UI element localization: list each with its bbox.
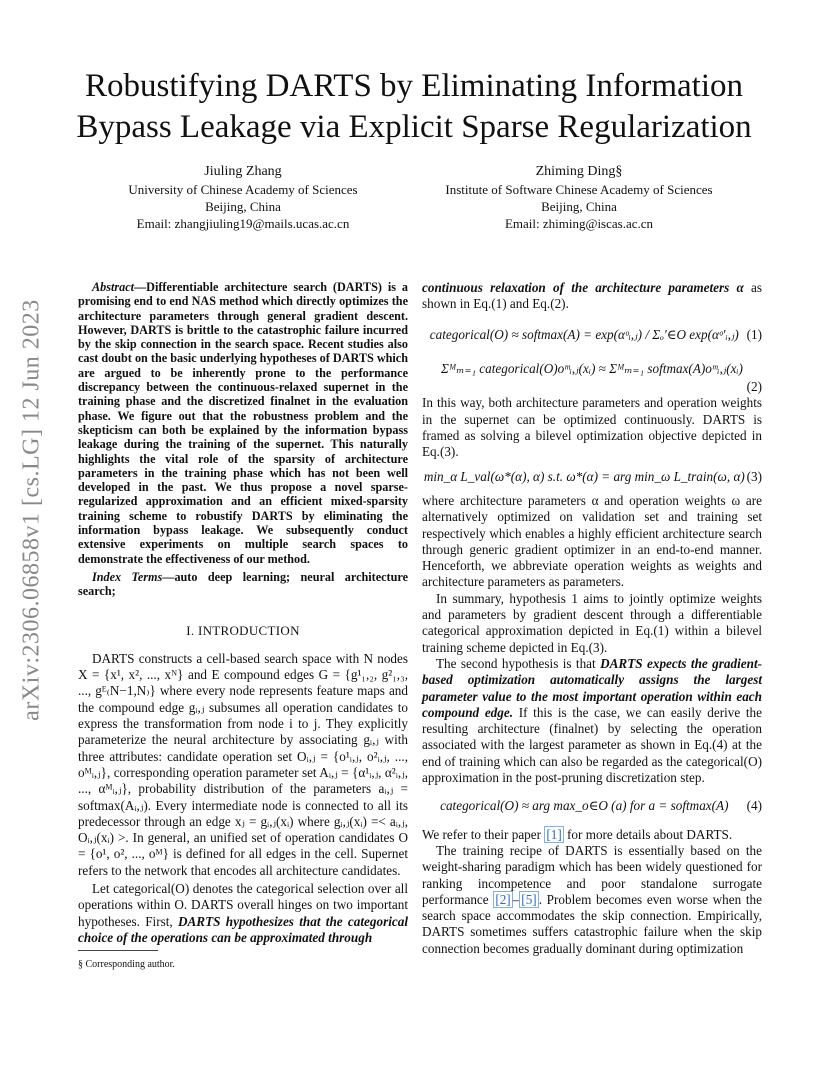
- right-paragraph-5: [422, 827, 762, 843]
- equation-4-body: categorical(O) ≈ arg max_o∈O (a) for a = softmax(A): [440, 798, 729, 814]
- author-email: Email: zhangjiuling19@mails.ucas.ac.cn: [136, 216, 350, 231]
- right-column: [422, 280, 762, 957]
- author-affiliation: Institute of Software Chinese Academy of Sciences: [445, 182, 713, 197]
- author-affiliation: University of Chinese Academy of Sciences: [128, 182, 358, 197]
- intro-paragraph-2: [78, 881, 408, 946]
- equation-2-body: Σᴹₘ₌₁ categorical(O)oᵐᵢ,ⱼ(xᵢ) ≈ Σᴹₘ₌₁ softmax(A)oᵐᵢ,ⱼ(xᵢ): [441, 360, 743, 376]
- index-terms-label: Index Terms: [92, 569, 163, 584]
- author-name: Zhiming Ding§: [535, 164, 623, 179]
- equation-4-number: (4): [746, 798, 762, 814]
- abstract-label: Abstract: [92, 280, 134, 294]
- abstract: [78, 280, 408, 566]
- hypothesis-1-emphasis: DARTS hypothesizes that the categorical choice of the operations can be approximated through: [78, 913, 408, 945]
- right-paragraph-4-lead: The second hypothesis is that: [436, 655, 601, 671]
- right-paragraph-5-lead: We refer to their paper: [422, 826, 545, 842]
- paper-title: Robustifying DARTS by Eliminating Information Bypass Leakage via Explicit Sparse Regularization: [76, 68, 752, 145]
- author-name: Jiuling Zhang: [204, 164, 282, 179]
- citation-link[interactable]: [5]: [521, 891, 537, 907]
- author-location: Beijing, China: [541, 199, 617, 214]
- citation-link[interactable]: [2]: [495, 891, 511, 907]
- equation-3: [422, 469, 762, 485]
- citation-range-dash: –: [512, 891, 520, 907]
- equation-2: [422, 361, 762, 377]
- hypothesis-2-emphasis: DARTS expects the gradient-based optimization automatically assigns the largest parameter value to the most important operation within each compound edge.: [422, 655, 762, 720]
- author-location: Beijing, China: [205, 199, 281, 214]
- section-title: I. INTRODUCTION: [186, 622, 300, 638]
- right-paragraph-4-rest: If this is the case, we can easily derive the resulting architecture (finalnet) by selecting the operation associated with the largest parameter as shown in Eq.(4) at the end of training which can also be regarded as the categorical(O) approximation in the post-pruning discretization step.: [422, 704, 762, 786]
- author-block-2: [412, 162, 746, 232]
- right-paragraph-2: where architecture parameters α and operation weights ω are alternatively optimized on validation set and training set respectively which enables a highly efficient architecture search through generic gradient optimizer in an end-to-end manner. Henceforth, we abbreviate operation weights as weights and architecture parameters as parameters.: [422, 492, 762, 590]
- intro-paragraph-2-text: Let categorical(O) denotes the categorical selection over all operations within O. DARTS overall hinges on two important hypotheses. First,: [78, 880, 408, 929]
- author-email: Email: zhiming@iscas.ac.cn: [504, 216, 654, 231]
- equation-1-body: categorical(O) ≈ softmax(A) = exp(αᵒᵢ,ⱼ) / Σₒ′∈O exp(αᵒ′ᵢ,ⱼ): [429, 326, 739, 342]
- abstract-text: —Differentiable architecture search (DARTS) is a promising end to end NAS method which directly optimizes the architecture parameters through general gradient descent. However, DARTS is brittle to the catastrophic failure incurred by the skip connection in the search space. Recent studies also cast doubt on the basic underlying hypotheses of DARTS which are argued to be inherently prone to the performance discrepancy between the continuous-relaxed supernet in the training phase and the discretized finalnet in the evaluation phase. We figure out that the robustness problem and the skepticism can both be explained by the information bypass leakage during the training of the supernet. This naturally highlights the vital role of the sparsity of architecture parameters in the training phase which has not been well developed in the past. We thus propose a novel sparse-regularized approximation and an efficient mixed-sparsity training scheme to robustify DARTS by eliminating the information bypass leakage. We subsequently conduct extensive experiments on multiple search spaces to demonstrate the effectiveness of our method.: [78, 280, 408, 566]
- footnote-rule: [78, 950, 158, 951]
- equation-2-number: (2): [746, 379, 762, 395]
- right-paragraph-0: [422, 280, 762, 313]
- right-paragraph-5-rest: for more details about DARTS.: [563, 826, 733, 842]
- right-paragraph-6: [422, 843, 762, 957]
- equation-4: [422, 798, 762, 814]
- index-terms: [78, 570, 408, 599]
- arxiv-side-label: arXiv:2306.06858v1 [cs.LG] 12 Jun 2023: [18, 299, 45, 721]
- index-terms-text: —auto deep learning; neural architecture search;: [78, 569, 408, 599]
- right-paragraph-6-rest: . Problem becomes even worse when the search space accommodates the skip connection. Empirically, DARTS sometimes suffers catastrophic failure when the skip connection becomes gradually dominant during optimization: [422, 891, 762, 956]
- equation-3-body: min_α L_val(ω*(α), α) s.t. ω*(α) = arg min_ω L_train(ω, α): [423, 468, 745, 484]
- equation-3-number: (3): [746, 468, 762, 484]
- hypothesis-1-continued: continuous relaxation of the architecture parameters α: [422, 280, 744, 295]
- citation-link[interactable]: [1]: [546, 826, 562, 842]
- right-paragraph-3: In summary, hypothesis 1 aims to jointly optimize weights and parameters by gradient descent through a differentiable categorical approximation depicted in Eq.(1) within a bilevel training scheme depicted in Eq.(3).: [422, 590, 762, 655]
- left-column: [78, 280, 408, 946]
- footnote: § Corresponding author.: [78, 959, 175, 970]
- intro-paragraph-1: DARTS constructs a cell-based search space with N nodes X = {x¹, x², ..., xᴺ} and E compound edges G = {g¹₁,₂, g²₁,₃, ..., gᴱ₍N−1,N₎} where every node represents feature maps and the compound edge gᵢ,ⱼ subsumes all operation candidates to express the transformation from node i to j. They explicitly parameterize the neural architecture by associating gᵢ,ⱼ with three attributes: candidate operation set Oᵢ,ⱼ = {o¹ᵢ,ⱼ, o²ᵢ,ⱼ, ..., oᴹᵢ,ⱼ}, corresponding operation parameter set Aᵢ,ⱼ = {α¹ᵢ,ⱼ, α²ᵢ,ⱼ, ..., αᴹᵢ,ⱼ}, probability distribution of the parameters aᵢ,ⱼ = softmax(Aᵢ,ⱼ). Every intermediate node is connected to all its predecessor through an edge xⱼ = gᵢ,ⱼ(xᵢ) where gᵢ,ⱼ(xᵢ) =< aᵢ,ⱼ, Oᵢ,ⱼ(xᵢ) >. In general, an unified set of operation candidates O = {o¹, o², ..., oᴹ} is defined for all edges in the cell. Supernet refers to the network that encodes all architecture candidates.: [78, 650, 408, 878]
- right-paragraph-1: In this way, both architecture parameters and operation weights in the supernet can be optimized continuously. DARTS is framed as solving a bilevel optimization objective depicted in Eq.(3).: [422, 395, 762, 460]
- author-block-1: [110, 162, 376, 232]
- right-paragraph-4: [422, 656, 762, 786]
- right-paragraph-6-lead: The training recipe of DARTS is essentially based on the weight-sharing paradigm which has been widely questioned for ranking incompetence and poor standalone surrogate performance: [422, 842, 762, 907]
- equation-1-number: (1): [746, 326, 762, 342]
- right-paragraph-0-text: as shown in Eq.(1) and Eq.(2).: [422, 280, 762, 312]
- equation-1: [422, 327, 762, 343]
